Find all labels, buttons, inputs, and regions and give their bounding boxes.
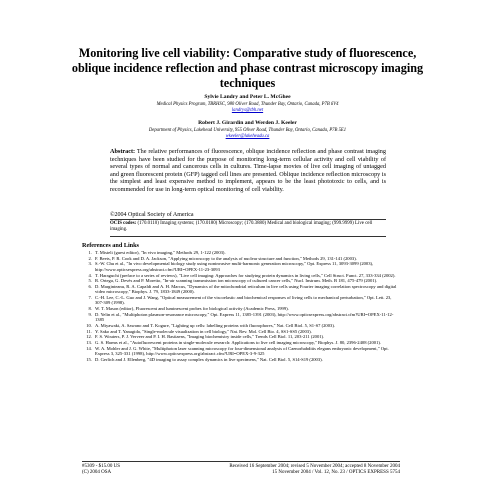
reference-number: 6. [88,284,92,290]
reference-number: 3. [88,261,92,267]
paper-title: Monitoring live cell viability: Comparative study of fluorescence, oblique incidence reflection and phase contrast microscopy imaging techniques [71,46,424,90]
reference-item [82,346,400,357]
reference-number: 2. [88,255,92,261]
reference-number: 11. [86,328,92,334]
abstract-text: The relative performances of fluorescence, oblique incidence reflection and phase contrast imaging techniques have been studied for the purpose of monitoring long-term cellular activity and cell viability of several types of normal and cancerous cells in cultures. Time-lapse movies of live cell imaging of untagged and green fluorescent protein (GFP) tagged cell lines are presented. Oblique incidence reflection microscopy is the simplest and least expensive method to implement, appears to be the least phototoxic to cells, and is recommended for use in long-term optical monitoring of cell viability. [110,148,386,193]
divider [110,236,386,237]
reference-text: S.-W. Chu et al., "In vivo developmental biology study using noninvasive multi-harmonic generation microscopy," Opt. Express 11, 3093-3099 (2003), http://www.opticsexpress.org/abstract.cfm?URI=OPEX-11-23-3093 [95,261,374,272]
reference-text: A. Miyawaki, A. Sawano and T. Kogure, "Lighting up cells: labelling proteins with fluorophores," Nat. Cell Biol. 5, S1-S7 (2003). [95,322,336,328]
reference-number: 5. [88,278,92,284]
reference-item [82,306,400,311]
reference-number: 12. [86,334,92,340]
reference-item [82,284,400,295]
reference-item [82,329,400,334]
email-link-2[interactable]: wkeeler@lakeheadu.ca [225,134,270,139]
ocis-text: (170.0110) Imaging systems; (170.0180) Microscopy; (170.3880) Medical and biological imaging; (999.9999) Live cell imaging. [110,221,373,232]
affiliation-1: Medical Physics Program, TBRHSC, 980 Oliver Road, Thunder Bay, Ontario, Canada, P7B 6V4 [156,102,339,107]
abstract-label: Abstract: [110,148,136,155]
reference-text: F. S. Wouters, P. J. Verveer and P. I. H. Bastiaens, "Imaging biochemistry inside cells," Trends Cell Biol. 11, 203-211 (2001). [95,334,325,340]
reference-number: 14. [86,345,92,351]
affiliation-block-2 [60,128,435,140]
reference-number: 9. [88,311,92,317]
copyright-line: ©2004 Optical Society of America [110,212,194,218]
reference-text: F. Beets, P. R. Cook and D. A. Jackson, "Applying microscopy to the analysis of nuclear structure and function," Methods 29, 131-141 (2003). [95,255,357,261]
reference-text: R. Ortega, G. Devès and P. Moretto, "In-air scanning transmission ion microscopy of cultured cancer cells," Nucl. Instrum. Meth. B 181, 475-479 (2001). [95,278,378,284]
reference-item [82,323,400,328]
divider [110,219,386,220]
reference-text: Y. Sako and T. Yanagida, "Single-molecule visualization in cell biology," Nat. Rev. Mol. Cell Bio. 4, SS1-SS5 (2003). [95,328,312,334]
reference-item [82,340,400,345]
reference-number: 1. [88,250,92,255]
reference-text: W. T. Mason (editor), Fluorescent and luminescent probes for biological activity (Academic Press, 1999). [95,306,289,312]
ocis-codes [110,221,386,233]
email-link-1[interactable]: landrys@tbh.net [231,108,264,113]
reference-number: 15. [86,357,92,362]
footer-received: Received 16 September 2004; revised 5 November 2004; accepted 8 November 2004 [229,464,400,469]
footer-divider [82,461,400,462]
reference-text: D. Gerlich and J. Ellenberg, "4D imaging to assay complex dynamics in live specimens," Nat. Cell Biol. 5, S14-S19 (2003). [95,357,323,362]
reference-number: 7. [88,295,92,301]
reference-number: 10. [86,322,92,328]
reference-item [82,261,400,272]
reference-text: T. Haraguchi (preface to a series of reviews), "Live cell imaging: Approaches for studying protein dynamics in living cells," Cell Struct. Funct. 27, 333-334 (2002). [95,272,396,278]
abstract [110,148,386,194]
ocis-label: OCIS codes: [110,221,137,226]
reference-number: 4. [88,272,92,278]
reference-item [82,278,400,283]
reference-item [82,250,400,255]
reference-number: 8. [88,306,92,312]
affiliation-block-1 [60,102,435,114]
affiliation-2: Department of Physics, Lakehead University, 955 Oliver Road, Thunder Bay, Ontario, Canada, P7B 5E1 [148,128,347,133]
reference-number: 13. [86,340,92,346]
reference-item [82,312,400,323]
reference-item [82,334,400,339]
reference-text: T. Misteli (guest editor), "In vivo imaging," Methods 29, 1-122 (2003). [95,250,226,255]
footer-price: #5309 - $15.00 US [82,464,121,469]
reference-text: C.-H. Lee, C.-L. Guo and J. Wang, "Optical measurement of the viscoelastic and biochemical responses of living cells to mechanical perturbation," Opt. Lett. 23, 307-309 (1998). [95,295,392,306]
footer-copyright: (C) 2004 OSA [82,470,112,476]
reference-item [82,357,400,362]
reference-text: G. S. Harms et al., "Autofluorescent proteins in single-molecule research: Applications to live cell imaging microscopy," Biophys. J. 80, 2396-2408 (2001). [95,340,382,346]
footer-right [180,464,400,476]
footer-journal-info: 15 November 2004 / Vol. 12, No. 23 / OPTICS EXPRESS 5754 [272,470,400,476]
reference-item [82,273,400,278]
author-line-1: Sylvie Landry and Peter L. McGhee [204,94,291,100]
footer-left [82,464,120,476]
reference-text: W. A. Mohler and J. G. White, "Multiphoton laser scanning microscopy for four-dimensional analysis of Caenorhabditis elegans embryonic development," Opt. Express 3, 325-331 (1998), http://www.opticsexpress.org/abstract.cfm?URI=OPEX-3-9-325 [95,345,389,357]
references-list [82,250,400,363]
reference-item [82,256,400,261]
references-heading: References and Links [82,242,139,249]
author-line-2: Robert J. Girardin and Werden J. Keeler [198,120,297,126]
reference-item [82,295,400,306]
reference-text: D. Marginteanu, R. A. Capaldi and A. H. Marcus, "Dynamics of the mitochondrial reticulum in live cells using Fourier imaging correlation spectroscopy and digital video microscopy," Biophys. J. 79, 1833-1849 (2000). [95,284,397,295]
reference-text: D. Yelin et al., "Multiphoton plasmon-resonance microscopy," Opt. Express 11, 1385-1391 (2003), http://www.opticsexpress.org/abstract.cfm?URI=OPEX-11-12-1385 [95,311,394,323]
